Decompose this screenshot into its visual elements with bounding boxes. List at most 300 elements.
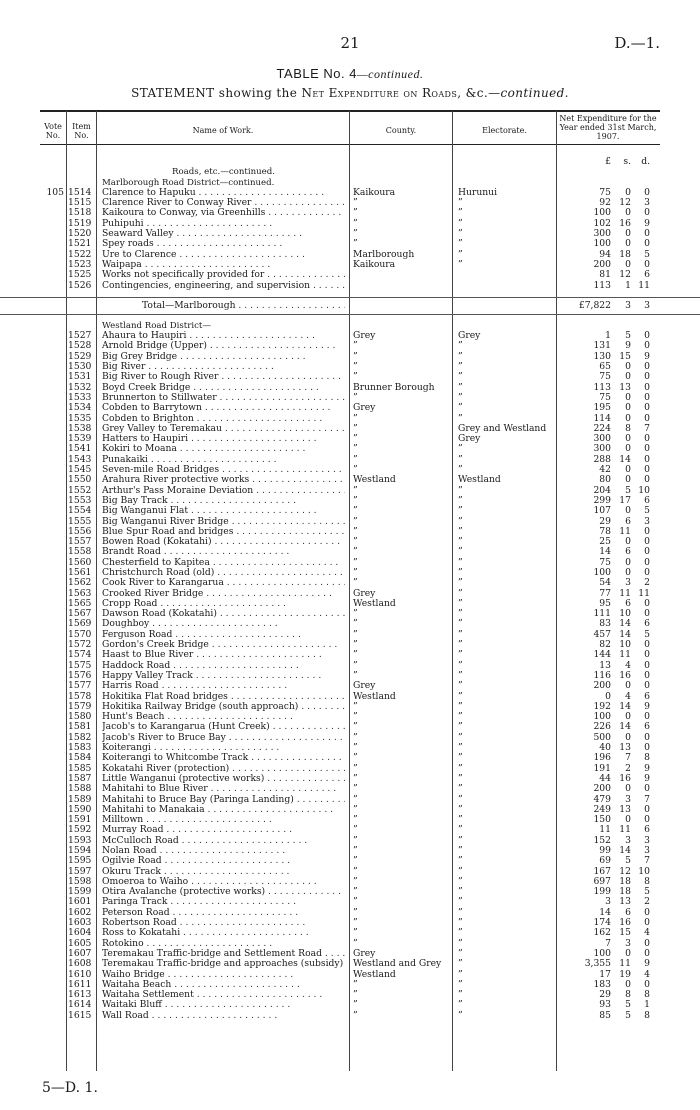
amount-shillings: 0: [625, 443, 631, 455]
item-number: 1584: [68, 752, 92, 764]
item-number: 1594: [68, 845, 92, 856]
amount-pounds: 500: [593, 731, 611, 743]
work-name: Puhipuhi . .: [102, 219, 345, 229]
item-number: 1543: [68, 453, 92, 465]
amount-pence: 0: [644, 937, 650, 949]
work-name: Jacob's River to Bruce Bay . .: [102, 733, 345, 743]
amount-pence: 11: [638, 279, 650, 291]
county: ”: [353, 619, 358, 630]
amount-shillings: 14: [619, 453, 631, 465]
county: ”: [353, 866, 358, 877]
county: ”: [353, 846, 358, 856]
work-name: McCulloch Road . .: [102, 836, 345, 846]
amount-pence: 9: [644, 958, 650, 970]
work-name: Koiterangi to Whitcombe Track . .: [102, 753, 345, 763]
amount-pence: 0: [644, 525, 650, 537]
county: ”: [353, 506, 358, 517]
amount-pounds: 183: [593, 978, 611, 990]
electorate: ”: [458, 218, 463, 229]
electorate: ”: [458, 578, 463, 589]
electorate: ”: [458, 804, 463, 815]
amount-pounds: 100: [593, 947, 611, 959]
amount-pence: 0: [644, 412, 650, 424]
electorate: ”: [458, 229, 463, 240]
electorate: ”: [458, 526, 463, 537]
work-name: Clarence River to Conway River . .: [102, 198, 345, 208]
amount-shillings: 8: [625, 422, 631, 434]
electorate: ”: [458, 784, 463, 795]
electorate: ”: [458, 794, 463, 805]
amount-pounds: 299: [593, 494, 611, 506]
work-name: Gordon's Creek Bridge . .: [102, 640, 345, 650]
work-name: Clarence to Hapuku . .: [102, 188, 345, 198]
work-name: Brunnerton to Stillwater . .: [102, 393, 345, 403]
section-heading-row: [0, 167, 700, 177]
county: ”: [353, 578, 358, 589]
amount-shillings: 0: [625, 474, 631, 486]
work-name: Grey Valley to Teremakau . .: [102, 424, 345, 434]
amount-pounds: 152: [593, 834, 611, 846]
amount-shillings: 13: [619, 803, 631, 815]
item-number: 1529: [68, 350, 92, 362]
amount-pence: 6: [644, 690, 650, 702]
amount-pence: 8: [644, 752, 650, 764]
amount-shillings: 0: [625, 433, 631, 445]
amount-pounds: 81: [599, 269, 611, 281]
electorate: ”: [458, 619, 463, 630]
item-number: 1613: [68, 989, 92, 1001]
table-row: [0, 537, 700, 547]
amount-pence: 9: [644, 762, 650, 774]
county: ”: [353, 485, 358, 496]
amount-pence: 8: [644, 1009, 650, 1021]
amount-pounds: 300: [593, 433, 611, 445]
amount-pence: 8: [644, 989, 650, 1001]
work-name: Jacob's to Karangarua (Hunt Creek) . .: [102, 722, 345, 732]
item-number: 1518: [68, 207, 92, 219]
county: ”: [353, 773, 358, 784]
electorate: ”: [458, 743, 463, 754]
amount-pence: 0: [644, 258, 650, 270]
county: ”: [353, 650, 358, 661]
work-name: Spey roads . .: [102, 239, 345, 249]
amount-pounds: 75: [599, 391, 611, 403]
work-name: Little Wanganui (protective works) . .: [102, 774, 345, 784]
amount-pence: 0: [644, 711, 650, 723]
amount-pounds: 167: [593, 865, 611, 877]
statement-subject: Net Expenditure on Roads: [301, 86, 458, 100]
item-number: 1523: [68, 258, 92, 270]
county: Grey: [353, 588, 376, 599]
work-name: Hokitika Railway Bridge (south approach) . .: [102, 702, 345, 712]
electorate: ”: [458, 598, 463, 609]
county: ”: [353, 701, 358, 712]
amount-shillings: 0: [625, 238, 631, 250]
county: ”: [353, 670, 358, 681]
item-number: 1554: [68, 505, 92, 517]
amount-pounds: 42: [599, 464, 611, 476]
item-number: 1550: [68, 474, 92, 486]
item-number: 1577: [68, 680, 92, 692]
amount-pounds: 29: [599, 515, 611, 527]
amount-shillings: 0: [625, 536, 631, 548]
amount-pence: 0: [644, 556, 650, 568]
table-row: [0, 403, 700, 413]
work-name: Cobden to Brighton . .: [102, 414, 345, 424]
county: ”: [353, 351, 358, 362]
amount-pounds: 288: [593, 453, 611, 465]
amount-pounds: 116: [593, 669, 611, 681]
amount-pence: 7: [644, 422, 650, 434]
work-name: Ure to Clarence . .: [102, 250, 345, 260]
amount-pence: 7: [644, 793, 650, 805]
item-number: 1593: [68, 834, 92, 846]
amount-shillings: 0: [625, 680, 631, 692]
item-number: 1589: [68, 793, 92, 805]
electorate: ”: [458, 815, 463, 826]
amount-pence: 6: [644, 618, 650, 630]
currency-header-row: [0, 157, 700, 167]
county: ”: [353, 218, 358, 229]
pence-header: d.: [641, 156, 650, 167]
page-number: 21: [340, 34, 360, 52]
amount-pounds: 14: [599, 546, 611, 558]
table-row: [0, 959, 700, 969]
table-title-suffix: —continued.: [356, 67, 424, 81]
work-name: Waipapa . .: [102, 260, 345, 270]
county: ”: [353, 495, 358, 506]
header-net-expenditure: Net Expenditure for the Year ended 31st March, 1907.: [559, 114, 657, 141]
amount-pence: 2: [644, 896, 650, 908]
amount-pounds: 85: [599, 1009, 611, 1021]
work-name: Kokatahi River (protection) . .: [102, 764, 345, 774]
electorate: ”: [458, 567, 463, 578]
work-name: Big River to Rough River . .: [102, 372, 345, 382]
amount-pounds: 3: [605, 896, 611, 908]
item-number: 1615: [68, 1009, 92, 1021]
county: ”: [353, 876, 358, 887]
amount-pounds: 224: [593, 422, 611, 434]
amount-pounds: 204: [593, 484, 611, 496]
amount-shillings: 12: [619, 865, 631, 877]
amount-shillings: 5: [625, 855, 631, 867]
amount-pence: 5: [644, 628, 650, 640]
work-name: Omoeroa to Waiho . .: [102, 877, 345, 887]
item-number: 1599: [68, 886, 92, 898]
amount-shillings: 2: [625, 762, 631, 774]
electorate: ”: [458, 198, 463, 209]
county: ”: [353, 887, 358, 898]
work-name: Wall Road . .: [102, 1011, 345, 1021]
item-number: 1522: [68, 248, 92, 260]
amount-shillings: 11: [619, 824, 631, 836]
county: Kaikoura: [353, 259, 396, 270]
amount-shillings: 5: [625, 999, 631, 1011]
amount-pounds: 144: [593, 649, 611, 661]
work-name: Ahaura to Haupiri . .: [102, 331, 345, 341]
county: ”: [353, 907, 358, 918]
table-row: [0, 568, 700, 578]
item-number: 1601: [68, 896, 92, 908]
item-number: 1558: [68, 546, 92, 558]
county: ”: [353, 362, 358, 373]
header-bottom-rule: [40, 144, 660, 145]
amount-pence: 0: [644, 391, 650, 403]
vote-number: 105: [46, 186, 64, 198]
electorate: ”: [458, 969, 463, 980]
item-number: 1555: [68, 515, 92, 527]
item-number: 1528: [68, 340, 92, 352]
amount-pence: 0: [644, 228, 650, 240]
amount-pence: 0: [644, 474, 650, 486]
electorate: ”: [458, 722, 463, 733]
amount-pounds: 114: [593, 412, 611, 424]
amount-pounds: 80: [599, 474, 611, 486]
item-number: 1534: [68, 402, 92, 414]
amount-pence: 0: [644, 453, 650, 465]
amount-pence: 0: [644, 947, 650, 959]
item-number: 1515: [68, 197, 92, 209]
amount-pounds: 192: [593, 700, 611, 712]
item-number: 1585: [68, 762, 92, 774]
amount-pounds: 191: [593, 762, 611, 774]
work-name: Contingencies, engineering, and supervision . .: [102, 281, 345, 291]
electorate: ”: [458, 918, 463, 929]
amount-shillings: 0: [625, 371, 631, 383]
amount-pounds: 75: [599, 186, 611, 198]
work-name: Big Wanganui River Bridge . .: [102, 517, 345, 527]
county: ”: [353, 897, 358, 908]
amount-shillings: 0: [625, 402, 631, 414]
county: ”: [353, 229, 358, 240]
county: ”: [353, 341, 358, 352]
work-name: Mahitahi to Manakaia . .: [102, 805, 345, 815]
county: Westland and Grey: [353, 959, 442, 970]
amount-pence: 11: [638, 587, 650, 599]
item-number: 1525: [68, 269, 92, 281]
amount-shillings: 16: [619, 217, 631, 229]
amount-pence: 0: [644, 340, 650, 352]
amount-pence: 3: [644, 834, 650, 846]
table-row: [0, 1000, 700, 1010]
amount-pence: 9: [644, 772, 650, 784]
work-name: Haddock Road . .: [102, 661, 345, 671]
amount-pounds: 113: [593, 279, 611, 291]
item-number: 1563: [68, 587, 92, 599]
county: ”: [353, 722, 358, 733]
county: ”: [353, 712, 358, 723]
electorate: ”: [458, 547, 463, 558]
amount-pence: 2: [644, 577, 650, 589]
table-row: [0, 527, 700, 537]
work-name: Robertson Road . .: [102, 918, 345, 928]
amount-shillings: 0: [625, 361, 631, 373]
amount-shillings: 19: [619, 968, 631, 980]
amount-pence: 5: [644, 248, 650, 260]
amount-pence: 0: [644, 978, 650, 990]
amount-pounds: 174: [593, 917, 611, 929]
amount-pounds: 77: [599, 587, 611, 599]
amount-shillings: 16: [619, 917, 631, 929]
table-row: [0, 547, 700, 557]
work-name: Ogilvie Road . .: [102, 856, 345, 866]
county: Grey: [353, 331, 376, 342]
amount-shillings: 10: [619, 608, 631, 620]
county: Westland: [353, 969, 396, 980]
amount-pounds: 82: [599, 639, 611, 651]
amount-shillings: 6: [625, 597, 631, 609]
amount-shillings: 1: [625, 279, 631, 291]
amount-shillings: 18: [619, 248, 631, 260]
work-name: Boyd Creek Bridge . .: [102, 383, 345, 393]
header-name: Name of Work.: [192, 126, 254, 135]
electorate: ”: [458, 444, 463, 455]
amount-shillings: 0: [625, 412, 631, 424]
amount-pence: 0: [644, 402, 650, 414]
county: ”: [353, 567, 358, 578]
item-number: 1579: [68, 700, 92, 712]
item-number: 1595: [68, 855, 92, 867]
electorate: ”: [458, 609, 463, 620]
county: ”: [353, 794, 358, 805]
table-row: [0, 455, 700, 465]
amount-shillings: 16: [619, 772, 631, 784]
county: Grey: [353, 403, 376, 414]
amount-pence: 6: [644, 494, 650, 506]
amount-pounds: 75: [599, 371, 611, 383]
work-name: Big Bay Track . .: [102, 496, 345, 506]
amount-pence: 5: [644, 886, 650, 898]
work-name: Teremakau Traffic-bridge and Settlement Road . .: [102, 949, 345, 959]
work-name: Big Grey Bridge . .: [102, 352, 345, 362]
amount-pounds: 100: [593, 566, 611, 578]
amount-pounds: 11: [599, 824, 611, 836]
work-name: Crooked River Bridge . .: [102, 589, 345, 599]
electorate: ”: [458, 866, 463, 877]
amount-pence: 9: [644, 700, 650, 712]
work-name: Waitaha Beach . .: [102, 980, 345, 990]
amount-shillings: 11: [619, 587, 631, 599]
table-row: [0, 887, 700, 897]
section-heading-row: [0, 178, 700, 188]
electorate: ”: [458, 732, 463, 743]
county: ”: [353, 198, 358, 209]
work-name: Harris Road . .: [102, 681, 345, 691]
section-title: Westland Road District—: [102, 320, 211, 331]
amount-pounds: 479: [593, 793, 611, 805]
electorate: ”: [458, 907, 463, 918]
work-name: Otira Avalanche (protective works) . .: [102, 887, 345, 897]
amount-pence: 8: [644, 875, 650, 887]
work-name: Christchurch Road (old) . .: [102, 568, 345, 578]
amount-pence: 1: [644, 999, 650, 1011]
amount-shillings: 6: [625, 906, 631, 918]
county: ”: [353, 454, 358, 465]
amount-pounds: 78: [599, 525, 611, 537]
county: ”: [353, 660, 358, 671]
electorate: ”: [458, 681, 463, 692]
county: ”: [353, 392, 358, 403]
table-row: [0, 990, 700, 1000]
electorate: Grey: [458, 434, 481, 445]
amount-pounds: 13: [599, 659, 611, 671]
amount-pence: 0: [644, 731, 650, 743]
electorate: ”: [458, 1000, 463, 1011]
electorate: ”: [458, 887, 463, 898]
amount-pounds: 111: [593, 608, 611, 620]
item-number: 1582: [68, 731, 92, 743]
amount-pounds: 17: [599, 968, 611, 980]
table-row: [0, 362, 700, 372]
table-row: [0, 897, 700, 907]
amount-shillings: 0: [625, 228, 631, 240]
county: ”: [353, 239, 358, 250]
work-name: Paringa Track . .: [102, 897, 345, 907]
amount-pounds: 54: [599, 577, 611, 589]
county: ”: [353, 609, 358, 620]
item-number: 1519: [68, 217, 92, 229]
item-number: 1565: [68, 597, 92, 609]
county: ”: [353, 516, 358, 527]
table-title-main: TABLE No. 4: [276, 66, 357, 81]
item-number: 1578: [68, 690, 92, 702]
item-number: 1602: [68, 906, 92, 918]
work-name: Chesterfield to Kapitea . .: [102, 558, 345, 568]
amount-pounds: 100: [593, 207, 611, 219]
amount-pence: 0: [644, 659, 650, 671]
electorate: ”: [458, 835, 463, 846]
item-number: 1557: [68, 536, 92, 548]
amount-shillings: 6: [625, 546, 631, 558]
electorate: ”: [458, 773, 463, 784]
electorate: ”: [458, 372, 463, 383]
county: ”: [353, 918, 358, 929]
amount-shillings: 0: [625, 978, 631, 990]
item-number: 1611: [68, 978, 92, 990]
table-row: [0, 733, 700, 743]
amount-pence: 0: [644, 783, 650, 795]
amount-pounds: 7: [605, 937, 611, 949]
item-number: 1531: [68, 371, 92, 383]
amount-pence: 0: [644, 906, 650, 918]
table-row: [0, 764, 700, 774]
item-number: 1592: [68, 824, 92, 836]
item-number: 1572: [68, 639, 92, 651]
amount-pounds: 83: [599, 618, 611, 630]
amount-pence: 0: [644, 597, 650, 609]
header-county: County.: [385, 126, 417, 135]
county: Marlborough: [353, 249, 415, 260]
item-number: 1514: [68, 186, 92, 198]
work-name: Mahitahi to Blue River . .: [102, 784, 345, 794]
county: ”: [353, 753, 358, 764]
amount-shillings: 14: [619, 845, 631, 856]
amount-shillings: 16: [619, 669, 631, 681]
electorate: ”: [458, 753, 463, 764]
amount-pounds: 14: [599, 906, 611, 918]
amount-pence: 0: [644, 639, 650, 651]
county: ”: [353, 208, 358, 219]
amount-shillings: 14: [619, 618, 631, 630]
amount-pounds: 200: [593, 783, 611, 795]
work-name: Big Wanganui Flat . .: [102, 506, 345, 516]
amount-pounds: 300: [593, 228, 611, 240]
amount-shillings: 13: [619, 742, 631, 754]
table-row: [0, 260, 700, 270]
work-name: Waiho Bridge . .: [102, 970, 345, 980]
electorate: ”: [458, 495, 463, 506]
item-number: 1533: [68, 391, 92, 403]
